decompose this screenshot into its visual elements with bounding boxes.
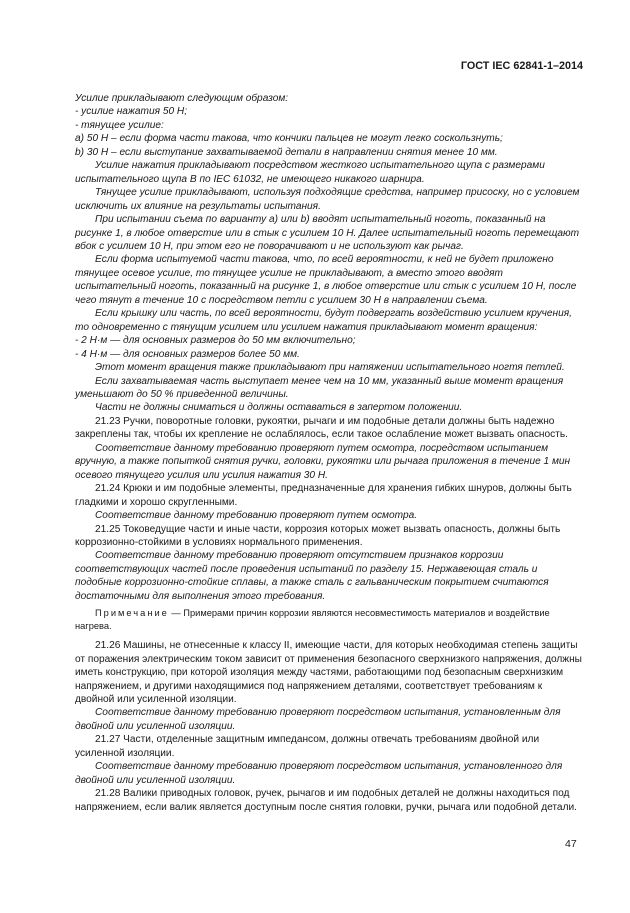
document-header: ГОСТ IEC 62841-1–2014 <box>460 60 583 72</box>
paragraph: Соответствие данному требованию проверяют отсутствием признаков коррозии соответствующих частей после проведения испытаний по разделу 15. Нержавеющая сталь и подобные коррозионно-стойкие сплавы, а также сталь с гальваническим покрытием считаются достаточными для выполнения этого требования. <box>75 550 549 602</box>
paragraph: 21.25 Токоведущие части и иные части, коррозия которых может вызвать опасность, должны быть коррозионно-стойкими в условиях нормального применения. <box>75 523 561 548</box>
paragraph: 21.28 Валики приводных головок, ручек, рычагов и им подобных деталей не должны находиться под напряжением, если валик является доступным после снятия головки, ручки, рычага или подобной детали. <box>75 788 577 813</box>
paragraph: Усилие прикладывают следующим образом: <box>75 93 289 104</box>
paragraph: 21.23 Ручки, поворотные головки, рукоятки, рычаги и им подобные детали должны быть надежно закреплены так, чтобы их крепление не ослаблялось, если такое ослабление может вызвать опасность. <box>75 415 568 441</box>
paragraph: 21.24 Крюки и им подобные элементы, предназначенные для хранения гибких шнуров, должны быть гладкими и хорошо скругленными. <box>75 483 572 508</box>
text-block-lower <box>75 639 583 814</box>
note-text: — Примерами причин коррозии являются несовместимость материалов и воздействие нагрева. <box>75 608 550 631</box>
text-block-upper <box>75 92 583 603</box>
paragraph: а) 50 Н – если форма части такова, что кончики пальцев не могут легко соскользнуть; <box>75 133 503 145</box>
paragraph: Соответствие данному требованию проверяют путем осмотра, посредством испытанием вручную, а также попыткой снятия ручки, головки, рукоятки или рычага приложения в течение 1 мин осевого тянущего усилия или усилия нажатия 30 Н. <box>75 442 571 481</box>
paragraph: Если захватываемая часть выступает менее чем на 10 мм, указанный выше момент вращения уменьшают до 50 % приведенной величины. <box>75 375 564 400</box>
paragraph: - усилие нажатия 50 Н; <box>75 106 188 118</box>
paragraph: При испытании съема по варианту а) или b) вводят испытательный ноготь, показанный на рисунке 1, в любое отверстие или в стык с усилием 10 Н. Далее испытательный ноготь перемещают вбок с усилием 10 Н, при этом его не поворачивают и не используют как рычаг. <box>75 214 580 252</box>
paragraph: Соответствие данному требованию проверяют посредством испытания, установленным для двойной или усиленной изоляции. <box>75 707 561 732</box>
paragraph: Если крышку или часть, по всей вероятности, будут подвергать воздействию усилием кручения, то одновременно с тянущим усилием или усилием нажатия прикладывают момент вращения: <box>75 308 572 333</box>
paragraph: b) 30 Н – если выступание захватываемой детали в направлении снятия менее 10 мм. <box>75 146 498 158</box>
paragraph: 21.26 Машины, не отнесенные к классу II, имеющие части, для которых необходимая степень защиты от поражения электрическим током зависит от применения безопасного сверхнизкого напряжения, должны иметь конструкцию, при которой изоляция между частями, работающими под безопасным сверхнизким напряжением, и другими находящимися под напряжением деталями, соответствует требованиям к двойной или усиленной изоляции. <box>75 640 582 706</box>
note-label: Примечание <box>95 608 169 619</box>
paragraph: - тянущее усилие: <box>75 119 164 131</box>
note <box>75 607 583 632</box>
paragraph: Если форма испытуемой части такова, что, по всей вероятности, к ней не будет приложено тянущее осевое усилие, то тянущее усилие не прикладывают, а вместо этого вводят испытательный ноготь, показанный на рисунке 1, в любое отверстие или стык с усилием 10 Н, после чего тянут в течение 10 с посредством петли с усилием 30 Н в направлении съема. <box>75 254 577 306</box>
paragraph: 21.27 Части, отделенные защитным импедансом, должны отвечать требованиям двойной или усиленной изоляции. <box>75 734 540 759</box>
paragraph: Усилие нажатия прикладывают посредством жесткого испытательного щупа с размерами испытательного щупа В по IEC 61032, не имеющего никакого шарнира. <box>75 160 545 185</box>
paragraph: Соответствие данному требованию проверяют посредством испытания, установленного для двойной или усиленной изоляции. <box>75 761 563 786</box>
page-number: 47 <box>565 838 577 850</box>
paragraph: - 2 Н·м — для основных размеров до 50 мм включительно; <box>75 335 356 347</box>
paragraph: Тянущее усилие прикладывают, используя подходящие средства, например присоску, но с условием исключить их влияние на результаты испытания. <box>75 187 580 212</box>
paragraph: Соответствие данному требованию проверяют путем осмотра. <box>95 510 418 522</box>
paragraph: Этот момент вращения также прикладывают при натяжении испытательного ногтя петлей. <box>95 362 565 374</box>
paragraph: - 4 Н·м — для основных размеров более 50 мм. <box>75 348 300 360</box>
page-body <box>75 92 583 814</box>
paragraph: Части не должны сниматься и должны оставаться в запертом положении. <box>95 402 463 414</box>
